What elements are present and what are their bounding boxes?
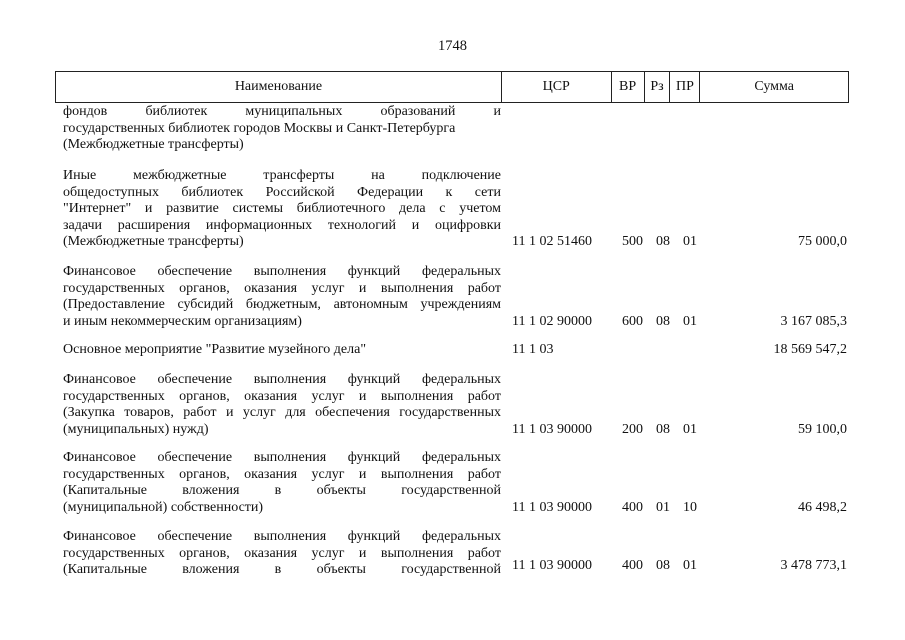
row-sum: 3 478 773,1 [780,558,847,573]
row-pr: 01 [683,234,697,249]
row-sum: 18 569 547,2 [773,342,847,357]
page-number: 1748 [438,38,467,54]
row-name-line: Иные межбюджетные трансферты на подключение [63,168,501,183]
row-rz: 08 [656,313,670,329]
row-name-line: (муниципальной) собственности) [63,499,264,515]
row-name-line: и иным некоммерческим организациям) [63,313,302,329]
row-name-line: Финансовое обеспечение выполнения функций федеральных [63,450,501,465]
row-pr: 01 [683,558,697,573]
row-name-line: государственных органов, оказания услуг и выполнения работ [63,466,501,482]
row-name-line: Финансовое обеспечение выполнения функций федеральных [63,264,501,279]
row-name-line: государственных библиотек городов Москвы и Санкт-Петербурга [63,120,456,136]
table-header [55,71,849,103]
row-rz: 01 [656,499,670,515]
row-pr: 10 [683,499,697,515]
row-csr: 11 1 03 [512,342,554,357]
row-rz: 08 [656,421,670,437]
header-csr: ЦСР [501,72,611,102]
row-sum: 75 000,0 [798,234,847,249]
row-csr: 11 1 02 51460 [512,234,592,249]
row-vr: 400 [622,558,643,573]
header-rz: Рз [644,72,670,102]
row-name-line: (Межбюджетные трансферты) [63,137,244,152]
row-csr: 11 1 03 90000 [512,558,592,573]
header-sum: Сумма [699,72,848,102]
row-name-line: "Интернет" и развитие системы библиотечного дела с учетом [63,201,501,216]
row-name-line: государственных органов, оказания услуг и выполнения работ [63,545,501,561]
row-pr: 01 [683,313,697,329]
row-name-line: (Межбюджетные трансферты) [63,234,244,249]
row-name-line: Финансовое обеспечение выполнения функций федеральных [63,529,501,544]
header-pr: ПР [669,72,699,102]
row-name [63,342,501,359]
row-vr: 200 [622,421,643,437]
row-name-line: Финансовое обеспечение выполнения функций федеральных [63,372,501,387]
header-name: Наименование [234,79,323,94]
row-csr: 11 1 02 90000 [512,313,592,329]
row-name-line: (Капитальные вложения в объекты государственной [63,483,501,498]
row-name-line: государственных органов, оказания услуг и выполнения работ [63,388,501,404]
row-name [63,104,501,154]
row-name [63,264,501,330]
header-vr: ВР [611,72,644,102]
row-pr: 01 [683,421,697,437]
row-name [63,450,501,516]
row-vr: 500 [622,234,643,249]
row-vr: 600 [622,313,643,329]
row-csr: 11 1 03 90000 [512,421,592,437]
row-vr: 400 [622,499,643,515]
row-name [63,529,501,579]
row-name-line: общедоступных библиотек Российской Федерации к сети [63,184,501,200]
row-name-line: Основное мероприятие "Развитие музейного дела" [63,342,367,357]
row-name [63,168,501,251]
row-csr: 11 1 03 90000 [512,499,592,515]
row-sum: 3 167 085,3 [780,313,847,329]
row-sum: 59 100,0 [798,421,847,437]
row-name-line: (Капитальные вложения в объекты государственной [63,562,501,577]
row-name-line: (Закупка товаров, работ и услуг для обеспечения государственных [63,405,501,420]
row-name [63,372,501,438]
row-name-line: государственных органов, оказания услуг и выполнения работ [63,280,501,296]
row-name-line: фондов библиотек муниципальных образований и [63,104,501,119]
row-sum: 46 498,2 [798,499,847,515]
row-rz: 08 [656,234,670,249]
row-name-line: (муниципальных) нужд) [63,421,209,437]
row-rz: 08 [656,558,670,573]
row-name-line: задачи расширения информационных технологий и оцифровки [63,217,501,233]
row-name-line: (Предоставление субсидий бюджетным, автономным учреждениям [63,297,501,312]
